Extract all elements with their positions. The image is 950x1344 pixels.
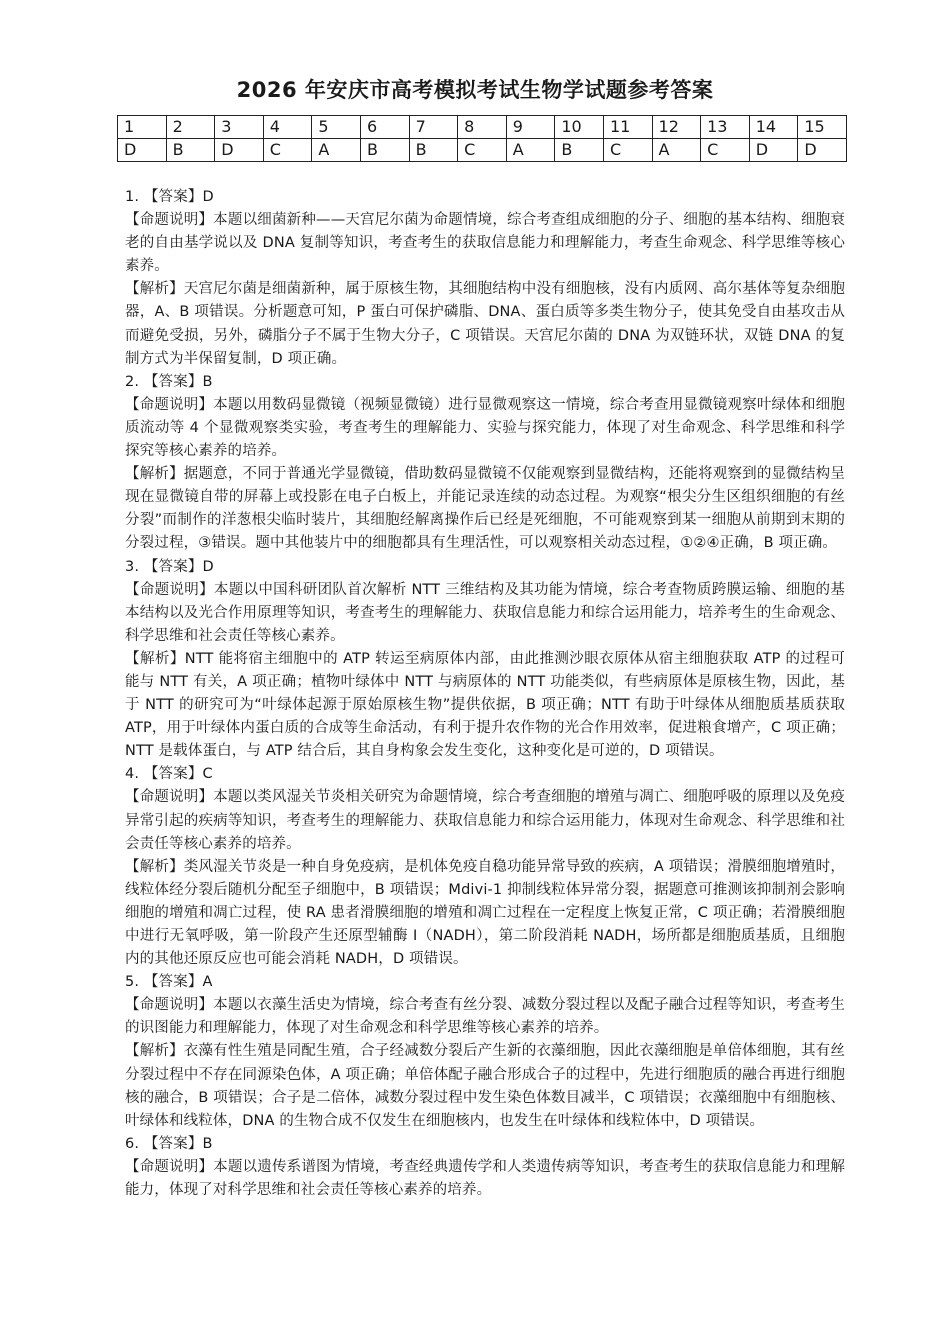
question-number: 12 (652, 116, 701, 139)
proposition-description: 【命题说明】本题以衣藻生活史为情境，综合考查有丝分裂、减数分裂过程以及配子融合过程等知识，考查考生的识图能力和理解能力，体现了对生命观念和科学思维等核心素养的培养。 (125, 997, 845, 1037)
question-number: 13 (701, 116, 750, 139)
answer-cell: D (749, 139, 798, 162)
question-explanation-3 (125, 556, 845, 764)
answer-cell: C (603, 139, 652, 162)
answer-cell: A (506, 139, 555, 162)
answer-cell: A (312, 139, 361, 162)
answer-cell: B (555, 139, 604, 162)
proposition-description: 【命题说明】本题以用数码显微镜（视频显微镜）进行显微观察这一情境，综合考查用显微镜观察叶绿体和细胞质流动等 4 个显微观察类实验，考查考生的理解能力、实验与探究能力，体现了对生命观念、科学思维和科学探究等核心素养的培养。 (125, 396, 845, 460)
question-number: 11 (603, 116, 652, 139)
question-number: 10 (555, 116, 604, 139)
answer-cell: C (701, 139, 750, 162)
page-title: 2026 年安庆市高考模拟考试生物学试题参考答案 (236, 78, 714, 102)
question-number: 15 (798, 116, 847, 139)
analysis-paragraph: 【解析】NTT 能将宿主细胞中的 ATP 转运至病原体内部，由此推测沙眼衣原体从宿主细胞获取 ATP 的过程可能与 NTT 有关，A 项正确；植物叶绿体中 NTT 与病原体的 NTT 功能类似，有些病原体是原核生物，因此，基于 NTT 的研究可为“叶绿体起源于原始原核生物”提供依据，B 项正确；NTT 有助于叶绿体从细胞质基质获取 ATP，用于叶绿体内蛋白质的合成等生命活动，有利于提升农作物的光合作用效率，促进粮食增产，C 项正确；NTT 是载体蛋白，与 ATP 结合后，其自身构象会发生变化，这种变化是可逆的，D 项错误。 (125, 650, 845, 760)
question-number: 9 (506, 116, 555, 139)
answer-cell: B (409, 139, 458, 162)
answer-line: 2. 【答案】B (125, 373, 213, 390)
question-explanation-1 (125, 186, 845, 371)
answer-table (117, 115, 847, 162)
question-number: 2 (166, 116, 215, 139)
analysis-paragraph: 【解析】据题意，不同于普通光学显微镜，借助数码显微镜不仅能观察到显微结构，还能将观察到的显微结构呈现在显微镜自带的屏幕上或投影在电子白板上，并能记录连续的动态过程。为观察“根尖分生区组织细胞的有丝分裂”而制作的洋葱根尖临时装片，其细胞经解离操作后已经是死细胞，不可能观察到某一细胞从前期到末期的分裂过程，③错误。题中其他装片中的细胞都具有生理活性，可以观察相关动态过程，①②④正确，B 项正确。 (125, 466, 845, 552)
proposition-description: 【命题说明】本题以中国科研团队首次解析 NTT 三维结构及其功能为情境，综合考查物质跨膜运输、细胞的基本结构以及光合作用原理等知识，考查考生的理解能力、获取信息能力和综合运用能力，培养考生的生命观念、科学思维和社会责任等核心素养。 (125, 581, 845, 644)
question-explanation-4 (125, 763, 845, 971)
answer-line: 3. 【答案】D (125, 558, 214, 575)
proposition-description: 【命题说明】本题以细菌新种——天宫尼尔菌为命题情境，综合考查组成细胞的分子、细胞的基本结构、细胞衰老的自由基学说以及 DNA 复制等知识，考查考生的获取信息能力和理解能力，考查生命观念、科学思维等核心素养。 (125, 212, 845, 275)
question-number-row (118, 116, 847, 139)
question-number: 4 (263, 116, 312, 139)
question-number: 6 (360, 116, 409, 139)
question-number: 14 (749, 116, 798, 139)
question-number: 5 (312, 116, 361, 139)
question-number: 8 (458, 116, 507, 139)
analysis-paragraph: 【解析】衣藻有性生殖是同配生殖，合子经减数分裂后产生新的衣藻细胞，因此衣藻细胞是单倍体细胞，其有丝分裂过程中不存在同源染色体，A 项正确；单倍体配子融合形成合子的过程中，先进行细胞质的融合再进行细胞核的融合，B 项错误；合子是二倍体，减数分裂过程中发生染色体数目减半，C 项错误；衣藻细胞中有细胞核、叶绿体和线粒体，DNA 的生物合成不仅发生在细胞核内，也发生在叶绿体和线粒体中，D 项错误。 (125, 1043, 845, 1129)
question-explanation-6 (125, 1133, 845, 1202)
proposition-description: 【命题说明】本题以类风湿关节炎相关研究为命题情境，综合考查细胞的增殖与凋亡、细胞呼吸的原理以及免疫异常引起的疾病等知识，考查考生的理解能力、获取信息能力和综合运用能力，体现对生命观念、科学思维和社会责任等核心素养的培养。 (125, 789, 845, 852)
answer-cell: D (118, 139, 167, 162)
analysis-paragraph: 【解析】类风湿关节炎是一种自身免疫病，是机体免疫自稳功能异常导致的疾病，A 项错误；滑膜细胞增殖时，线粒体经分裂后随机分配至子细胞中，B 项错误；Mdivi-1 抑制线粒体异常分裂，据题意可推测该抑制剂会影响细胞的增殖和凋亡过程，使 RA 患者滑膜细胞的增殖和凋亡过程在一定程度上恢复正常，C 项正确；若滑膜细胞中进行无氧呼吸，第一阶段产生还原型辅酶 I（NADH），第二阶段消耗 NADH，场所都是细胞质基质，且细胞内的其他还原反应也可能会消耗 NADH，D 项错误。 (125, 858, 845, 968)
explanations (125, 186, 845, 1202)
answer-cell: B (166, 139, 215, 162)
answer-line: 1. 【答案】D (125, 189, 214, 205)
answer-cell: D (798, 139, 847, 162)
answer-cell: C (458, 139, 507, 162)
question-number: 7 (409, 116, 458, 139)
answer-cell: D (215, 139, 264, 162)
question-explanation-5 (125, 971, 845, 1133)
proposition-description: 【命题说明】本题以遗传系谱图为情境，考查经典遗传学和人类遗传病等知识，考查考生的获取信息能力和理解能力，体现了对科学思维和社会责任等核心素养的培养。 (125, 1158, 845, 1199)
answer-line: 4. 【答案】C (125, 766, 213, 783)
question-explanation-2 (125, 371, 845, 556)
answer-line: 6. 【答案】B (125, 1135, 213, 1152)
answer-cell: C (263, 139, 312, 162)
question-number: 1 (118, 116, 167, 139)
answer-row (118, 139, 847, 162)
answer-cell: B (360, 139, 409, 162)
answer-line: 5. 【答案】A (125, 974, 213, 991)
analysis-paragraph: 【解析】天宫尼尔菌是细菌新种，属于原核生物，其细胞结构中没有细胞核，没有内质网、高尔基体等复杂细胞器，A、B 项错误。分析题意可知，P 蛋白可保护磷脂、DNA、蛋白质等多类生物分子，使其免受自由基攻击从而避免受损，另外，磷脂分子不属于生物大分子，C 项错误。天宫尼尔菌的 DNA 为双链环状，双链 DNA 的复制方式为半保留复制，D 项正确。 (125, 281, 845, 367)
question-number: 3 (215, 116, 264, 139)
answer-cell: A (652, 139, 701, 162)
